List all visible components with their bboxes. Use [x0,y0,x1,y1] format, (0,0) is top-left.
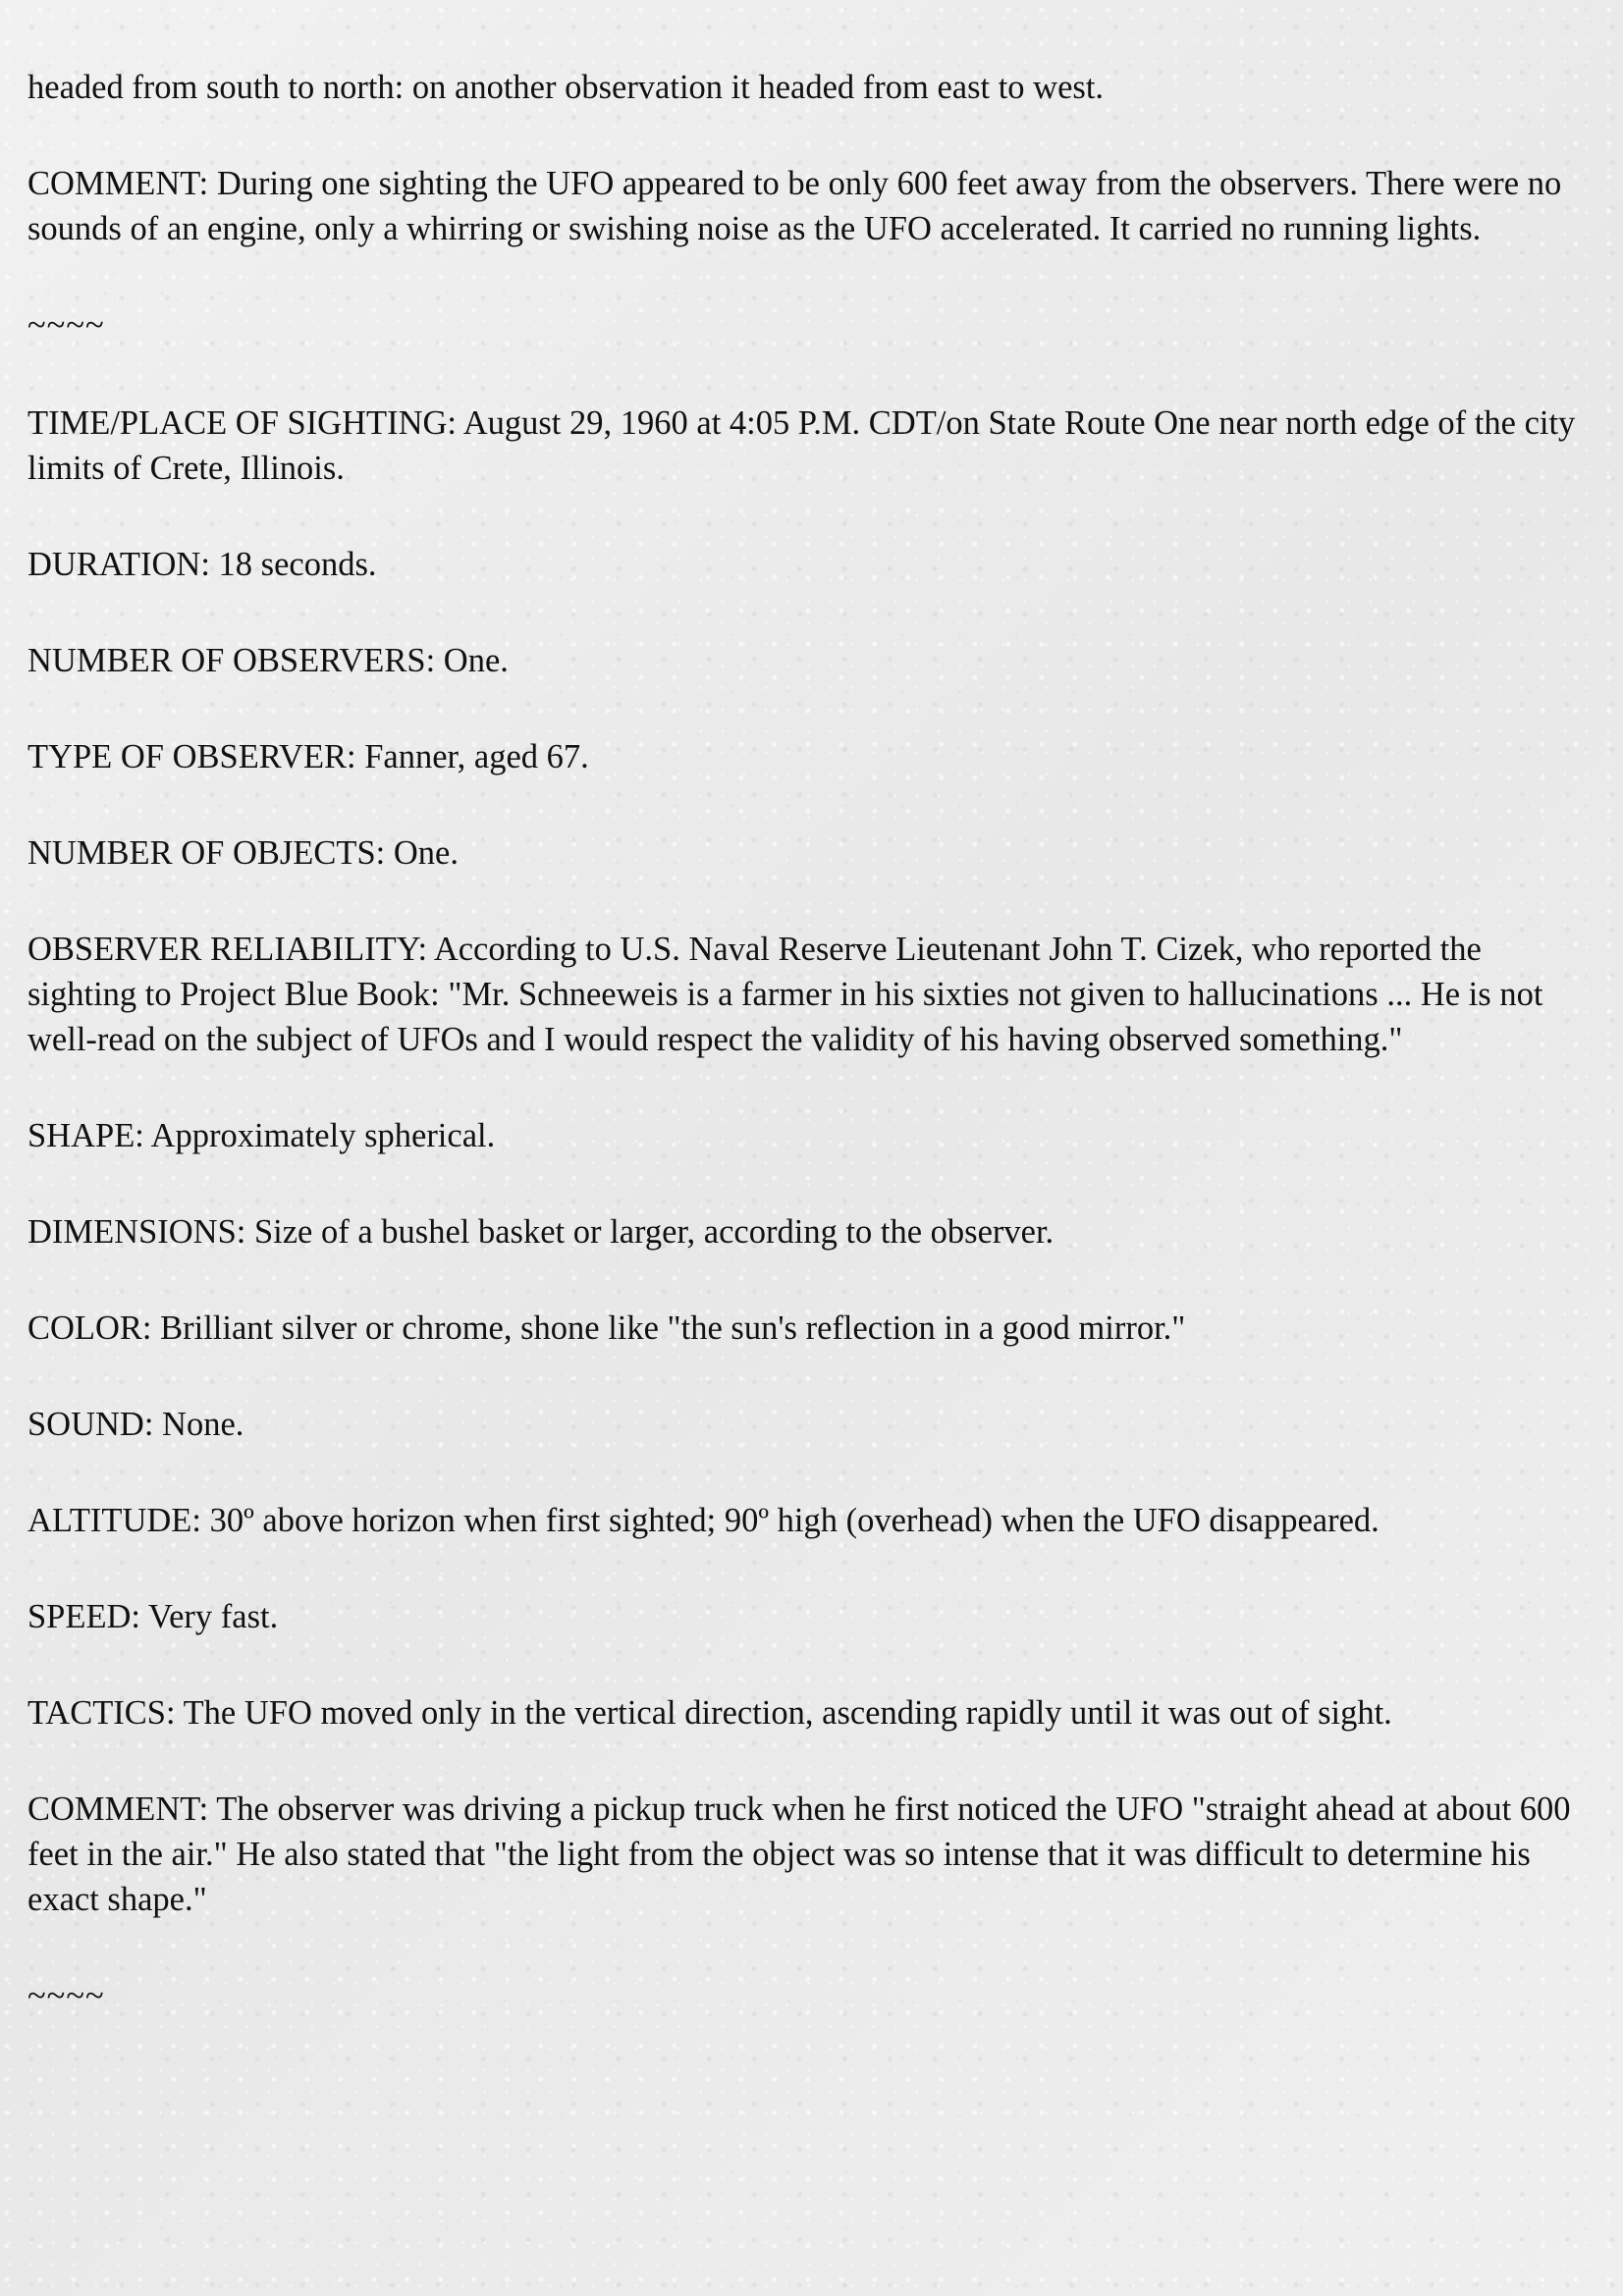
paragraph-comment-2: COMMENT: The observer was driving a pickup truck when he first noticed the UFO "straight ahead at about 600 feet in the air." He also stated that "the light from the object was so intense that it was difficult to determine his exact shape." [27,1790,1571,1918]
paragraph-speed: SPEED: Very fast. [27,1598,279,1635]
paragraph-time-place: TIME/PLACE OF SIGHTING: August 29, 1960 at 4:05 P.M. CDT/on State Route One near north edge of the city limits of Crete, Illinois. [27,404,1576,487]
paragraph-shape: SHAPE: Approximately spherical. [27,1117,496,1154]
paragraph-sound: SOUND: None. [27,1406,244,1443]
paragraph-duration: DURATION: 18 seconds. [27,546,377,583]
paragraph-number-of-observers: NUMBER OF OBSERVERS: One. [27,642,509,679]
paragraph-color: COLOR: Brilliant silver or chrome, shone like "the sun's reflection in a good mirror." [27,1309,1186,1347]
paragraph-type-of-observer: TYPE OF OBSERVER: Fanner, aged 67. [27,738,589,775]
paragraph-continuation: headed from south to north: on another observation it headed from east to west. [27,69,1105,106]
section-separator-end: ~~~~ [27,1977,105,2014]
paragraph-dimensions: DIMENSIONS: Size of a bushel basket or larger, according to the observer. [27,1213,1055,1251]
paragraph-comment-1: COMMENT: During one sighting the UFO appeared to be only 600 feet away from the observers. There were no sounds of an engine, only a whirring or swishing noise as the UFO accelerated. It carried no running lights. [27,165,1562,247]
paragraph-altitude: ALTITUDE: 30º above horizon when first sighted; 90º high (overhead) when the UFO disappeared. [27,1502,1380,1539]
section-separator: ~~~~ [27,306,105,344]
paragraph-tactics: TACTICS: The UFO moved only in the vertical direction, ascending rapidly until it was out of sight. [27,1694,1392,1732]
paragraph-observer-reliability: OBSERVER RELIABILITY: According to U.S. Naval Reserve Lieutenant John T. Cizek, who reported the sighting to Project Blue Book: "Mr. Schneeweis is a farmer in his sixties not given to hallucinations ... He is not well-read on the subject of UFOs and I would respect the validity of his having observed something." [27,931,1543,1058]
document-page [27,65,1598,2071]
paragraph-number-of-objects: NUMBER OF OBJECTS: One. [27,834,459,872]
